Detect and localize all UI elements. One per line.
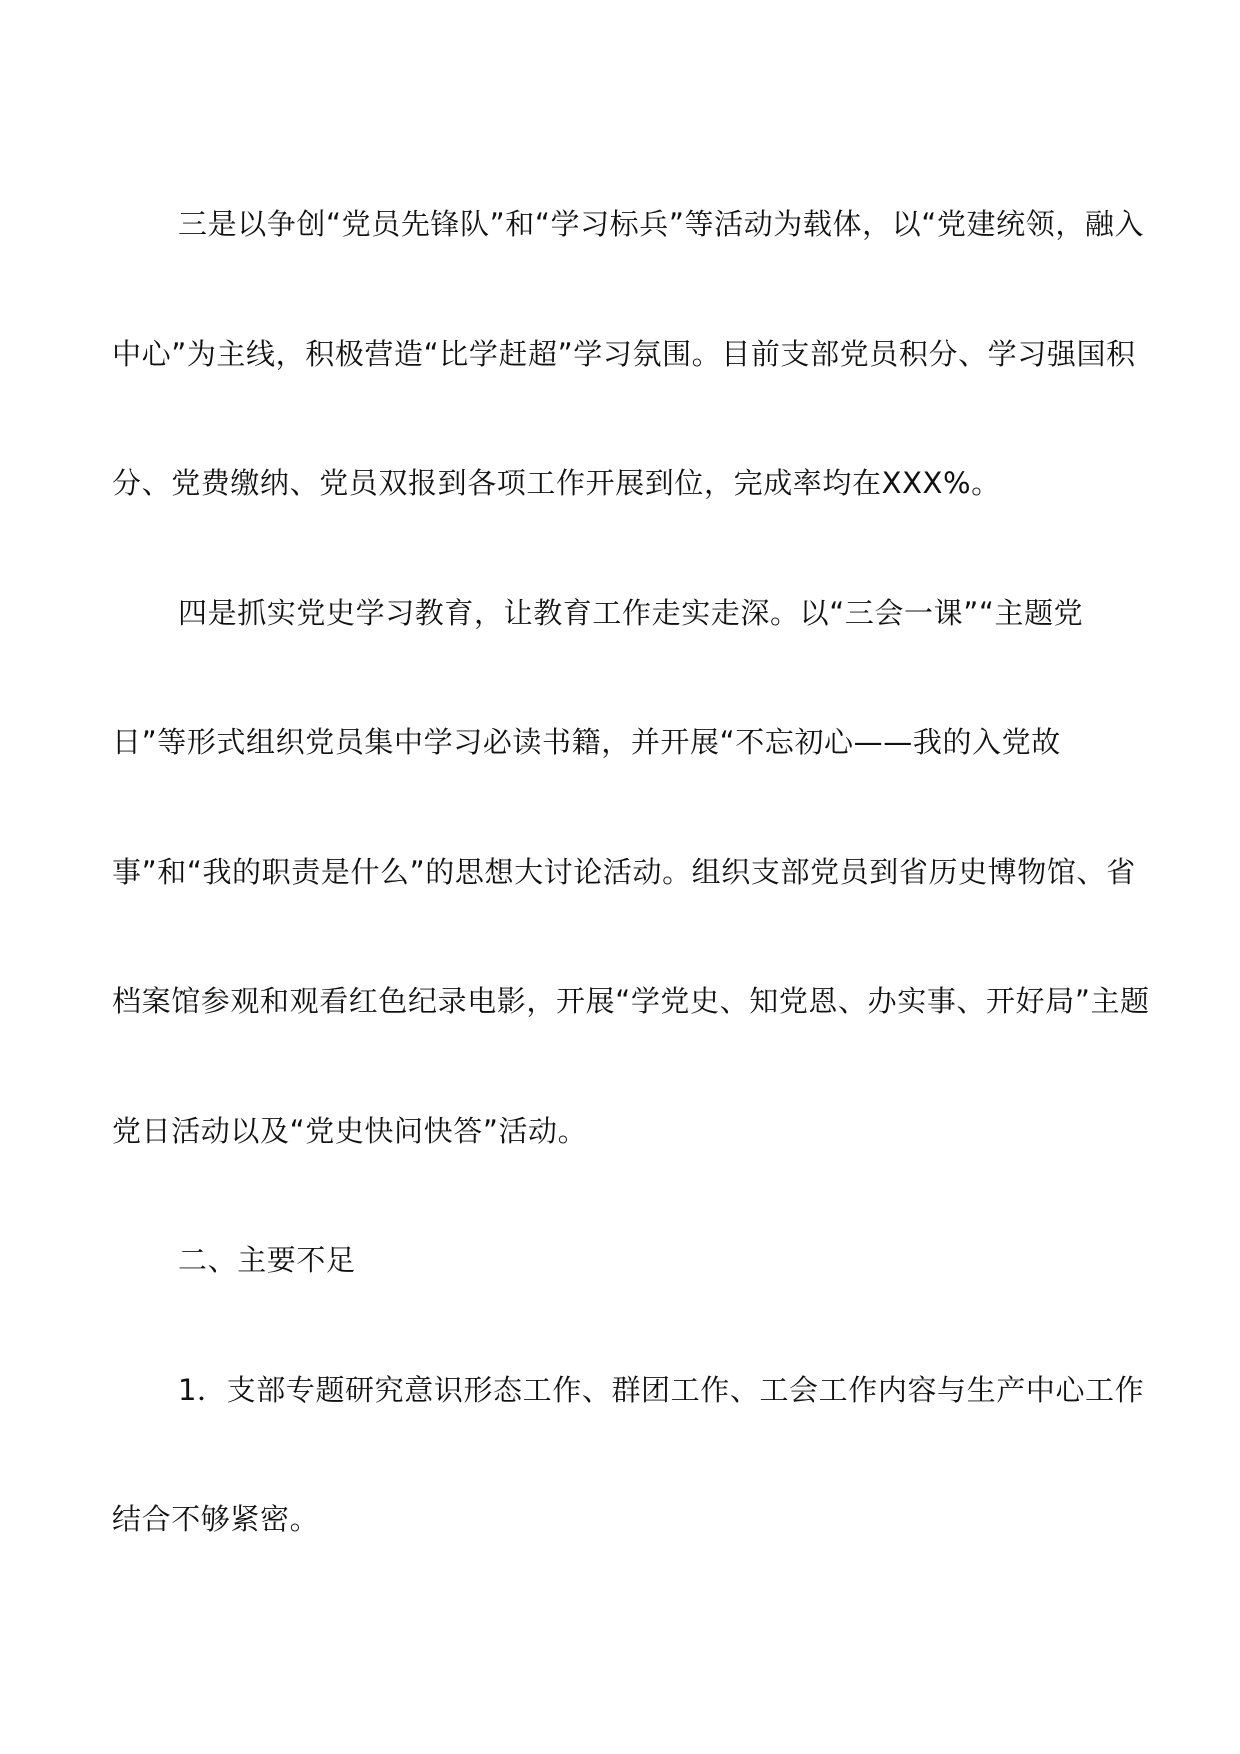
section-heading-shortcomings: 二、主要不足 <box>178 1243 356 1277</box>
paragraph-item-4: 四是抓实党史学习教育，让教育工作走实走深。以“三会一课”“主题党日”等形式组织党员集中学习必读书籍，并开展“不忘初心——我的入党故事”和“我的职责是什么”的思想大讨论活动。组织支部党员到省历史博物馆、省档案馆参观和观看红色纪录电影，开展“学党史、知党恩、办实事、开好局”主题党日活动以及“党史快问快答”活动。 <box>112 595 1150 1148</box>
paragraph-item-3: 三是以争创“党员先锋队”和“学习标兵”等活动为载体，以“党建统领，融入中心”为主线，积极营造“比学赶超”学习氛围。目前支部党员积分、学习强国积分、党费缴纳、党员双报到各项工作开展到位，完成率均在XXX%。 <box>112 207 1145 500</box>
document-body <box>112 160 1152 1585</box>
numbered-item-1: 1．支部专题研究意识形态工作、群团工作、工会工作内容与生产中心工作结合不够紧密。 <box>112 1372 1145 1536</box>
